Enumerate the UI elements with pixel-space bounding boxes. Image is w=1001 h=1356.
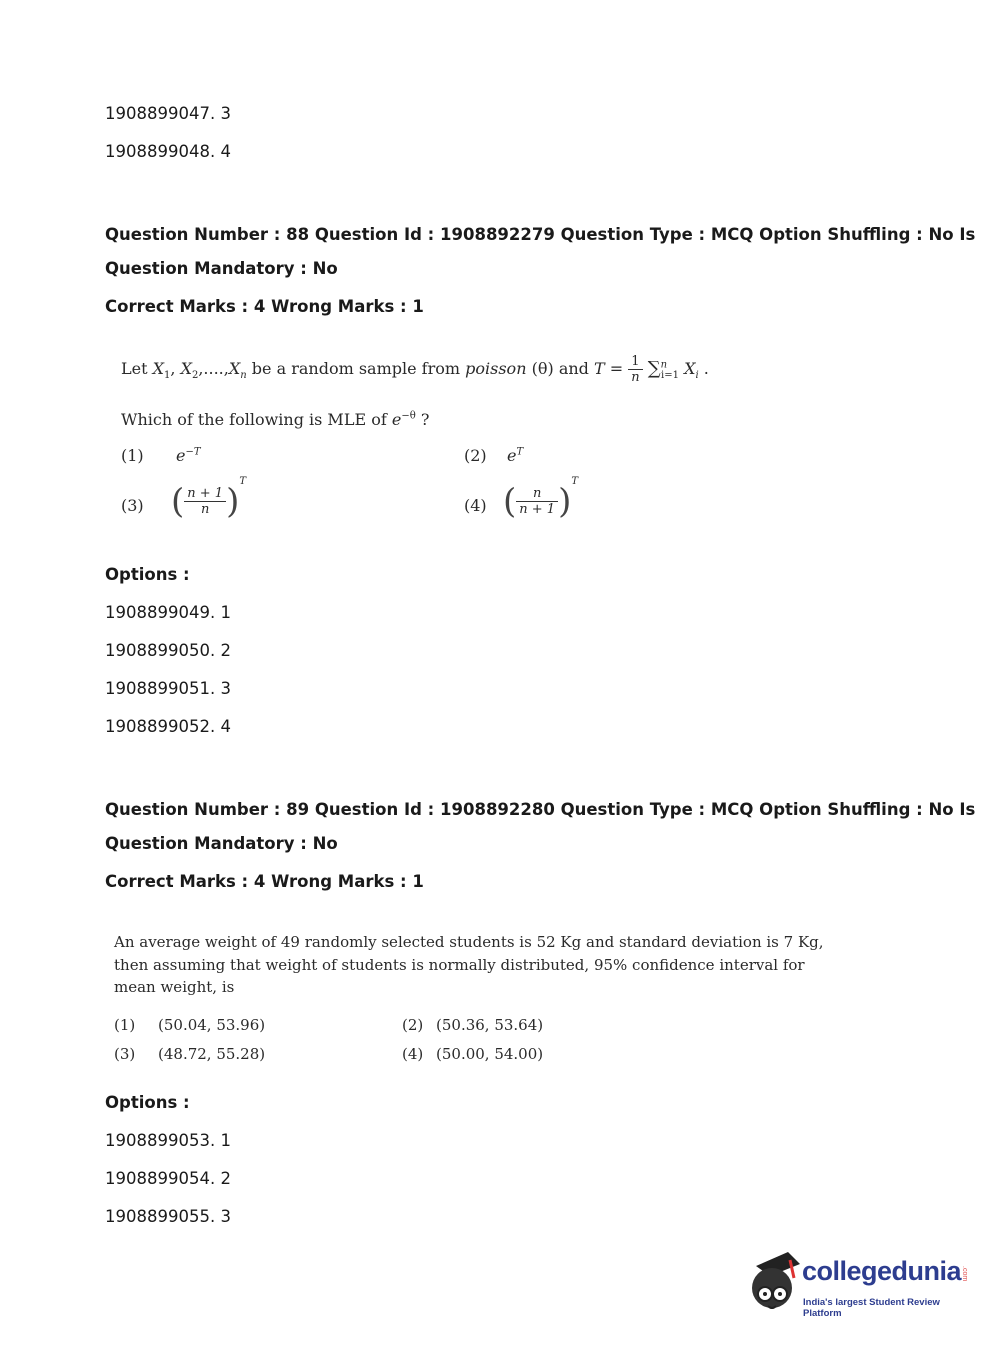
q88-options-label: Options : — [105, 565, 190, 584]
q88-choice-4: ( $\frac{n}{n + 1}$ )$^T$ — [503, 476, 579, 522]
option-line: 1908899051. 3 — [105, 679, 231, 698]
q88-marks: Correct Marks : 4 Wrong Marks : 1 — [105, 297, 424, 316]
q88-question-image — [121, 340, 721, 540]
q89-stem-line: mean weight, is — [114, 978, 235, 996]
q89-stem-line: then assuming that weight of students is normally distributed, 95% confidence interval for — [114, 956, 805, 974]
q88-stem: Let $X_1$, $X_2,....,X_n$ be a random sample from poisson (θ) and T = $\frac{1}{n}$ ∑$^n_{i=1}$ $X_i$ . — [121, 354, 709, 385]
logo-tagline: India's largest Student Review Platform — [803, 1297, 940, 1319]
option-line: 1908899050. 2 — [105, 641, 231, 660]
q89-choice-3: (48.72, 55.28) — [158, 1045, 266, 1063]
q89-mandatory: Question Mandatory : No — [105, 834, 338, 853]
q89-choice-4-label: (4) — [402, 1045, 424, 1063]
q88-choice-1: $e^{-T}$ — [176, 446, 201, 465]
q88-choice-3-label: (3) — [121, 496, 144, 515]
q89-options-label: Options : — [105, 1093, 190, 1112]
option-line: 1908899052. 4 — [105, 717, 231, 736]
mascot-icon — [742, 1248, 802, 1314]
q88-choice-1-label: (1) — [121, 446, 144, 465]
option-line: 1908899047. 3 — [105, 104, 231, 123]
q89-choice-2-label: (2) — [402, 1016, 424, 1034]
q89-stem-line: An average weight of 49 randomly selected students is 52 Kg and standard deviation is 7 Kg, — [114, 933, 824, 951]
logo-wordmark: collegedunia — [802, 1256, 962, 1286]
q89-choice-1-label: (1) — [114, 1016, 136, 1034]
option-line: 1908899048. 4 — [105, 142, 231, 161]
q88-choice-3: ( $\frac{n + 1}{n}$ )$^T$ — [171, 476, 247, 522]
q88-choice-2: $e^T$ — [507, 446, 524, 465]
q88-header: Question Number : 88 Question Id : 1908892279 Question Type : MCQ Option Shuffling : No Is — [105, 225, 976, 244]
q89-choice-1: (50.04, 53.96) — [158, 1016, 266, 1034]
q89-header: Question Number : 89 Question Id : 1908892280 Question Type : MCQ Option Shuffling : No Is — [105, 800, 976, 819]
q88-mandatory: Question Mandatory : No — [105, 259, 338, 278]
q88-choice-4-label: (4) — [464, 496, 487, 515]
q89-choice-4: (50.00, 54.00) — [436, 1045, 544, 1063]
logo-suffix: .com — [961, 1266, 968, 1282]
option-line: 1908899049. 1 — [105, 603, 231, 622]
q89-choice-3-label: (3) — [114, 1045, 136, 1063]
option-line: 1908899054. 2 — [105, 1169, 231, 1188]
q89-marks: Correct Marks : 4 Wrong Marks : 1 — [105, 872, 424, 891]
q88-question: Which of the following is MLE of $e^{-\theta}$ ? — [121, 410, 430, 429]
q88-choice-2-label: (2) — [464, 446, 487, 465]
option-line: 1908899053. 1 — [105, 1131, 231, 1150]
one-over-n: $\frac{1}{n}$ — [628, 354, 642, 385]
collegedunia-logo — [742, 1248, 972, 1318]
q89-choice-2: (50.36, 53.64) — [436, 1016, 544, 1034]
option-line: 1908899055. 3 — [105, 1207, 231, 1226]
q89-question-image — [114, 930, 824, 1070]
